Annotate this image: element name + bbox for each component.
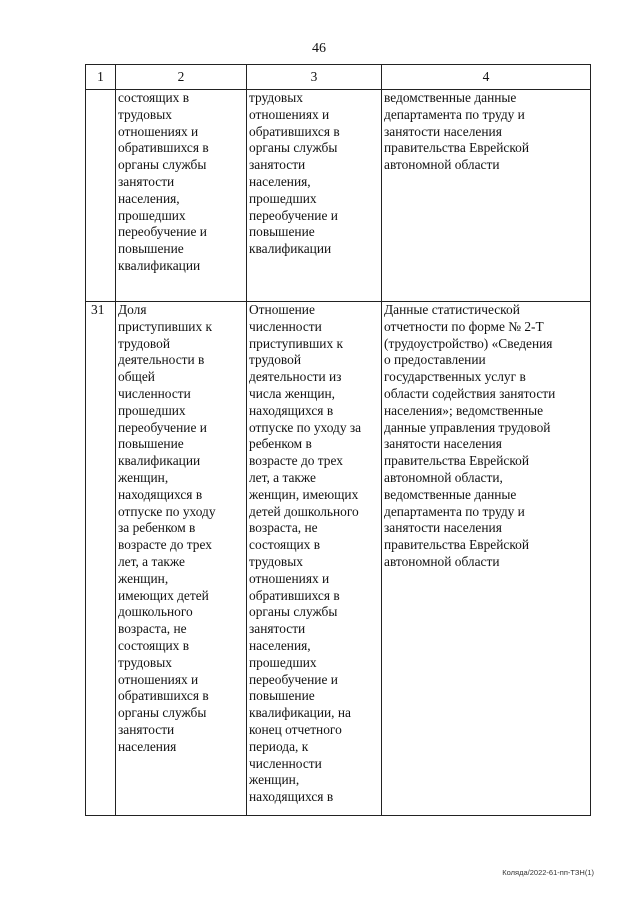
cell-text-line: прошедших: [249, 190, 317, 206]
cell-text-line: автономной области: [384, 157, 500, 173]
cell-text-line: отношениях и: [118, 123, 199, 139]
cell-text-line: квалификации: [118, 453, 201, 469]
cell-text-line: Отношение: [249, 302, 315, 317]
cell-text-line: состоящих в: [118, 637, 190, 653]
cell-text-line: Данные статистической: [384, 302, 520, 317]
cell-text-line: органы службы: [249, 140, 338, 156]
cell-text-line: органы службы: [118, 157, 207, 173]
cell-text-line: данные управления трудовой: [384, 419, 551, 435]
cell-text-line: лет, а также: [118, 553, 185, 569]
cell-text-line: трудовой: [249, 352, 301, 368]
cell-text-line: приступивших к: [118, 318, 213, 334]
cell-text-line: обратившихся в: [249, 123, 340, 139]
cell-text-line: переобучение и: [249, 207, 338, 223]
cell-text-line: переобучение и: [249, 671, 338, 687]
cell-text-line: квалификации: [118, 257, 201, 273]
cell-text-line: дошкольного: [118, 604, 193, 620]
cell-text-line: отношениях и: [249, 570, 330, 586]
table-row: [86, 302, 591, 816]
calculation-method-cell: [247, 302, 382, 816]
cell-text-line: находящихся в: [118, 486, 203, 502]
cell-text-line: возрасте до трех: [249, 453, 343, 469]
cell-text-line: органы службы: [118, 705, 207, 721]
header-cell-4: 4: [382, 65, 591, 90]
cell-text-line: переобучение и: [118, 224, 207, 240]
cell-text-line: занятости: [118, 173, 175, 189]
cell-text-line: отчетности по форме № 2-Т: [384, 318, 544, 334]
data-source-cell: [382, 302, 591, 816]
cell-text-line: женщин,: [118, 570, 169, 586]
cell-text-line: обратившихся в: [249, 587, 340, 603]
cell-text-line: правительства Еврейской: [384, 537, 530, 553]
cell-text-line: департамента по труду и: [384, 503, 525, 519]
cell-text-line: численности: [249, 755, 322, 771]
cell-text-line: прошедших: [249, 654, 317, 670]
cell-text-line: занятости населения: [384, 436, 502, 452]
cell-text-line: периода, к: [249, 738, 309, 754]
cell-text-line: занятости: [249, 157, 306, 173]
cell-text-line: численности: [118, 385, 191, 401]
cell-text-line: (трудоустройство) «Сведения: [384, 335, 553, 351]
cell-text-line: автономной области: [384, 553, 500, 569]
header-cell-1: 1: [86, 65, 116, 90]
cell-text-line: населения: [118, 738, 177, 754]
cell-text-line: женщин,: [118, 469, 169, 485]
indicator-table: [85, 64, 591, 816]
cell-text-line: лет, а также: [249, 469, 316, 485]
cell-text-line: конец отчетного: [249, 721, 342, 737]
cell-text-line: правительства Еврейской: [384, 453, 530, 469]
cell-text-line: населения,: [249, 637, 311, 653]
cell-text-line: возраста, не: [118, 621, 187, 637]
cell-text-line: деятельности в: [118, 352, 205, 368]
cell-text-line: переобучение и: [118, 419, 207, 435]
cell-text-line: ведомственные данные: [384, 90, 517, 105]
page-number: 46: [312, 41, 326, 56]
cell-text-line: трудовых: [249, 553, 303, 569]
table-row: [86, 90, 591, 302]
cell-text-line: трудовых: [118, 106, 172, 122]
cell-text-line: занятости: [118, 721, 175, 737]
cell-text-line: возрасте до трех: [118, 537, 212, 553]
cell-text-line: трудовых: [118, 654, 172, 670]
cell-text-line: общей: [118, 369, 155, 385]
cell-text-line: находящихся в: [249, 789, 334, 805]
cell-text-line: автономной области,: [384, 469, 503, 485]
cell-text-line: населения,: [249, 173, 311, 189]
cell-text-line: обратившихся в: [118, 688, 209, 704]
cell-text-line: органы службы: [249, 604, 338, 620]
cell-text-line: квалификации: [249, 241, 332, 257]
cell-text-line: о предоставлении: [384, 352, 486, 368]
cell-text-line: за ребенком в: [118, 520, 196, 536]
cell-text-line: отпуске по уходу: [118, 503, 216, 519]
row-number: [86, 90, 116, 302]
cell-text-line: квалификации, на: [249, 705, 351, 721]
cell-text-line: правительства Еврейской: [384, 140, 530, 156]
header-cell-2: 2: [116, 65, 247, 90]
indicator-name-cell: [116, 90, 247, 302]
cell-text-line: повышение: [249, 688, 315, 704]
cell-text-line: трудовой: [118, 335, 170, 351]
cell-text-line: отношениях и: [118, 671, 199, 687]
cell-text-line: ребенком в: [249, 436, 312, 452]
cell-text-line: прошедших: [118, 402, 186, 418]
header-row: [86, 65, 591, 90]
cell-text-line: отпуске по уходу за: [249, 419, 362, 435]
cell-text-line: занятости населения: [384, 123, 502, 139]
cell-text-line: прошедших: [118, 207, 186, 223]
cell-text-line: численности: [249, 318, 322, 334]
cell-text-line: имеющих детей: [118, 587, 209, 603]
cell-text-line: государственных услуг в: [384, 369, 526, 385]
document-code: Коляда/2022-61-пп-ТЗН(1): [502, 868, 594, 877]
cell-text-line: числа женщин,: [249, 385, 335, 401]
cell-text-line: женщин, имеющих: [249, 486, 359, 502]
cell-text-line: состоящих в: [249, 537, 321, 553]
cell-text-line: детей дошкольного: [249, 503, 359, 519]
indicator-name-cell: [116, 302, 247, 816]
cell-text-line: занятости: [249, 621, 306, 637]
cell-text-line: приступивших к: [249, 335, 344, 351]
cell-text-line: трудовых: [249, 90, 303, 105]
cell-text-line: повышение: [249, 224, 315, 240]
cell-text-line: населения,: [118, 190, 180, 206]
cell-text-line: женщин,: [249, 772, 300, 788]
row-number: 31: [86, 302, 116, 816]
cell-text-line: обратившихся в: [118, 140, 209, 156]
cell-text-line: находящихся в: [249, 402, 334, 418]
cell-text-line: населения»; ведомственные: [384, 402, 544, 418]
cell-text-line: повышение: [118, 241, 184, 257]
cell-text-line: Доля: [118, 302, 147, 317]
cell-text-line: области содействия занятости: [384, 385, 556, 401]
cell-text-line: ведомственные данные: [384, 486, 517, 502]
calculation-method-cell: [247, 90, 382, 302]
cell-text-line: состоящих в: [118, 90, 190, 105]
cell-text-line: отношениях и: [249, 106, 330, 122]
cell-text-line: возраста, не: [249, 520, 318, 536]
data-source-cell: [382, 90, 591, 302]
cell-text-line: департамента по труду и: [384, 106, 525, 122]
header-cell-3: 3: [247, 65, 382, 90]
cell-text-line: занятости населения: [384, 520, 502, 536]
cell-text-line: повышение: [118, 436, 184, 452]
cell-text-line: деятельности из: [249, 369, 342, 385]
